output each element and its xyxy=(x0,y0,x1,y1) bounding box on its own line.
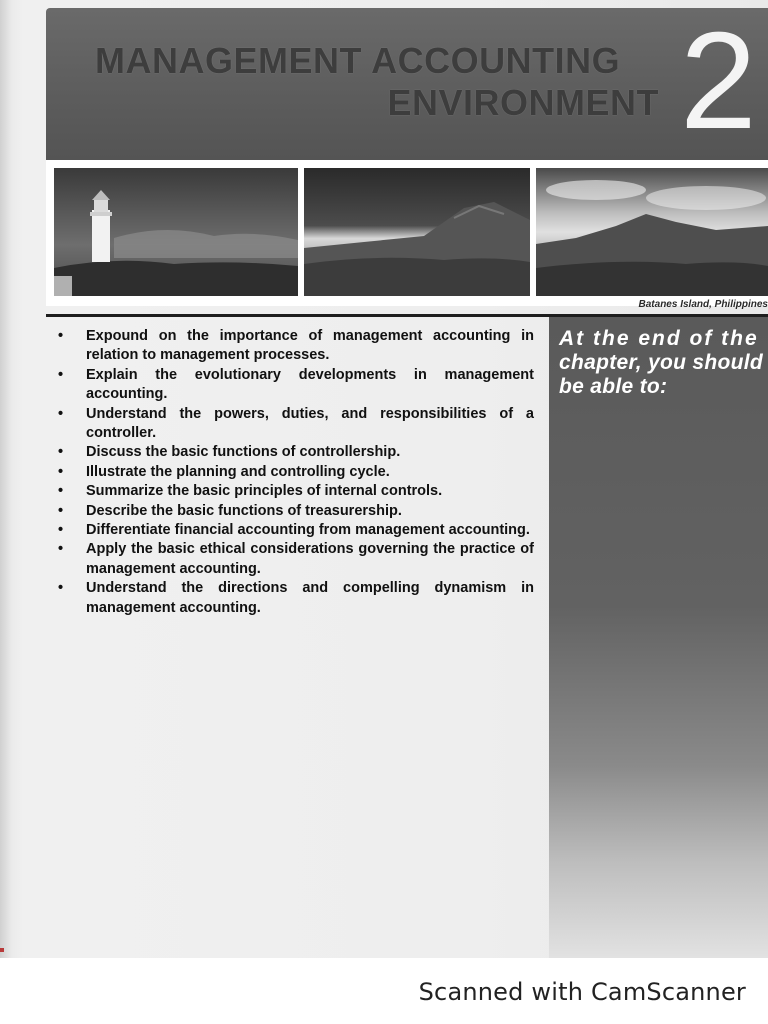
lighthouse-photo xyxy=(54,168,298,296)
list-item xyxy=(58,405,534,444)
list-item xyxy=(58,327,534,366)
photo-caption: Batanes Island, Philippines xyxy=(638,299,768,310)
objective-text: Apply the basic ethical considerations governing the practice of management accounting. xyxy=(86,541,534,577)
list-item xyxy=(58,443,534,462)
bullet-icon: • xyxy=(58,522,64,539)
list-item xyxy=(58,521,534,540)
bullet-icon: • xyxy=(58,580,64,597)
intro-line-1: At the end of the xyxy=(559,327,759,350)
list-item xyxy=(58,463,534,482)
objective-text: Understand the directions and compelling dynamism in management accounting. xyxy=(86,580,534,616)
list-item xyxy=(58,482,534,501)
bullet-icon: • xyxy=(58,483,64,500)
list-item xyxy=(58,366,534,405)
objective-text: Discuss the basic functions of controllership. xyxy=(86,444,401,461)
chapter-title-line-2: ENVIRONMENT xyxy=(387,82,659,123)
learning-objectives-list xyxy=(58,327,534,618)
bullet-icon: • xyxy=(58,328,64,344)
bullet-icon: • xyxy=(58,366,64,383)
list-item xyxy=(58,502,534,521)
hills-photo xyxy=(536,168,768,296)
photo-strip xyxy=(46,160,768,306)
intro-line-3: be able to: xyxy=(559,375,668,398)
cliffs-photo xyxy=(304,168,530,296)
intro-side-panel xyxy=(549,317,768,958)
chapter-number: 2 xyxy=(680,4,757,158)
scan-mark xyxy=(0,948,4,952)
list-item xyxy=(58,540,534,579)
objective-text: Expound on the importance of management accounting in relation to management processes. xyxy=(86,328,534,364)
chapter-title-line-1: MANAGEMENT ACCOUNTING xyxy=(95,40,621,81)
intro-line-2: chapter, you should xyxy=(559,351,764,374)
bullet-icon: • xyxy=(58,444,64,461)
bullet-icon: • xyxy=(58,463,64,480)
intro-heading xyxy=(559,327,768,399)
objective-text: Differentiate financial accounting from management accounting. xyxy=(86,522,530,539)
objective-text: Understand the powers, duties, and responsibilities of a controller. xyxy=(86,405,534,442)
bullet-icon: • xyxy=(58,541,64,558)
camscanner-watermark: Scanned with CamScanner xyxy=(418,978,746,1006)
page-edge-shadow xyxy=(0,0,12,958)
list-item xyxy=(58,579,534,618)
bullet-icon: • xyxy=(58,405,64,422)
chapter-title xyxy=(95,40,665,124)
bullet-icon: • xyxy=(58,502,64,519)
objective-text: Summarize the basic principles of internal controls. xyxy=(86,483,443,500)
objective-text: Illustrate the planning and controlling cycle. xyxy=(86,463,390,480)
objective-text: Describe the basic functions of treasurership. xyxy=(86,502,402,519)
objective-text: Explain the evolutionary developments in management accounting. xyxy=(86,366,534,403)
